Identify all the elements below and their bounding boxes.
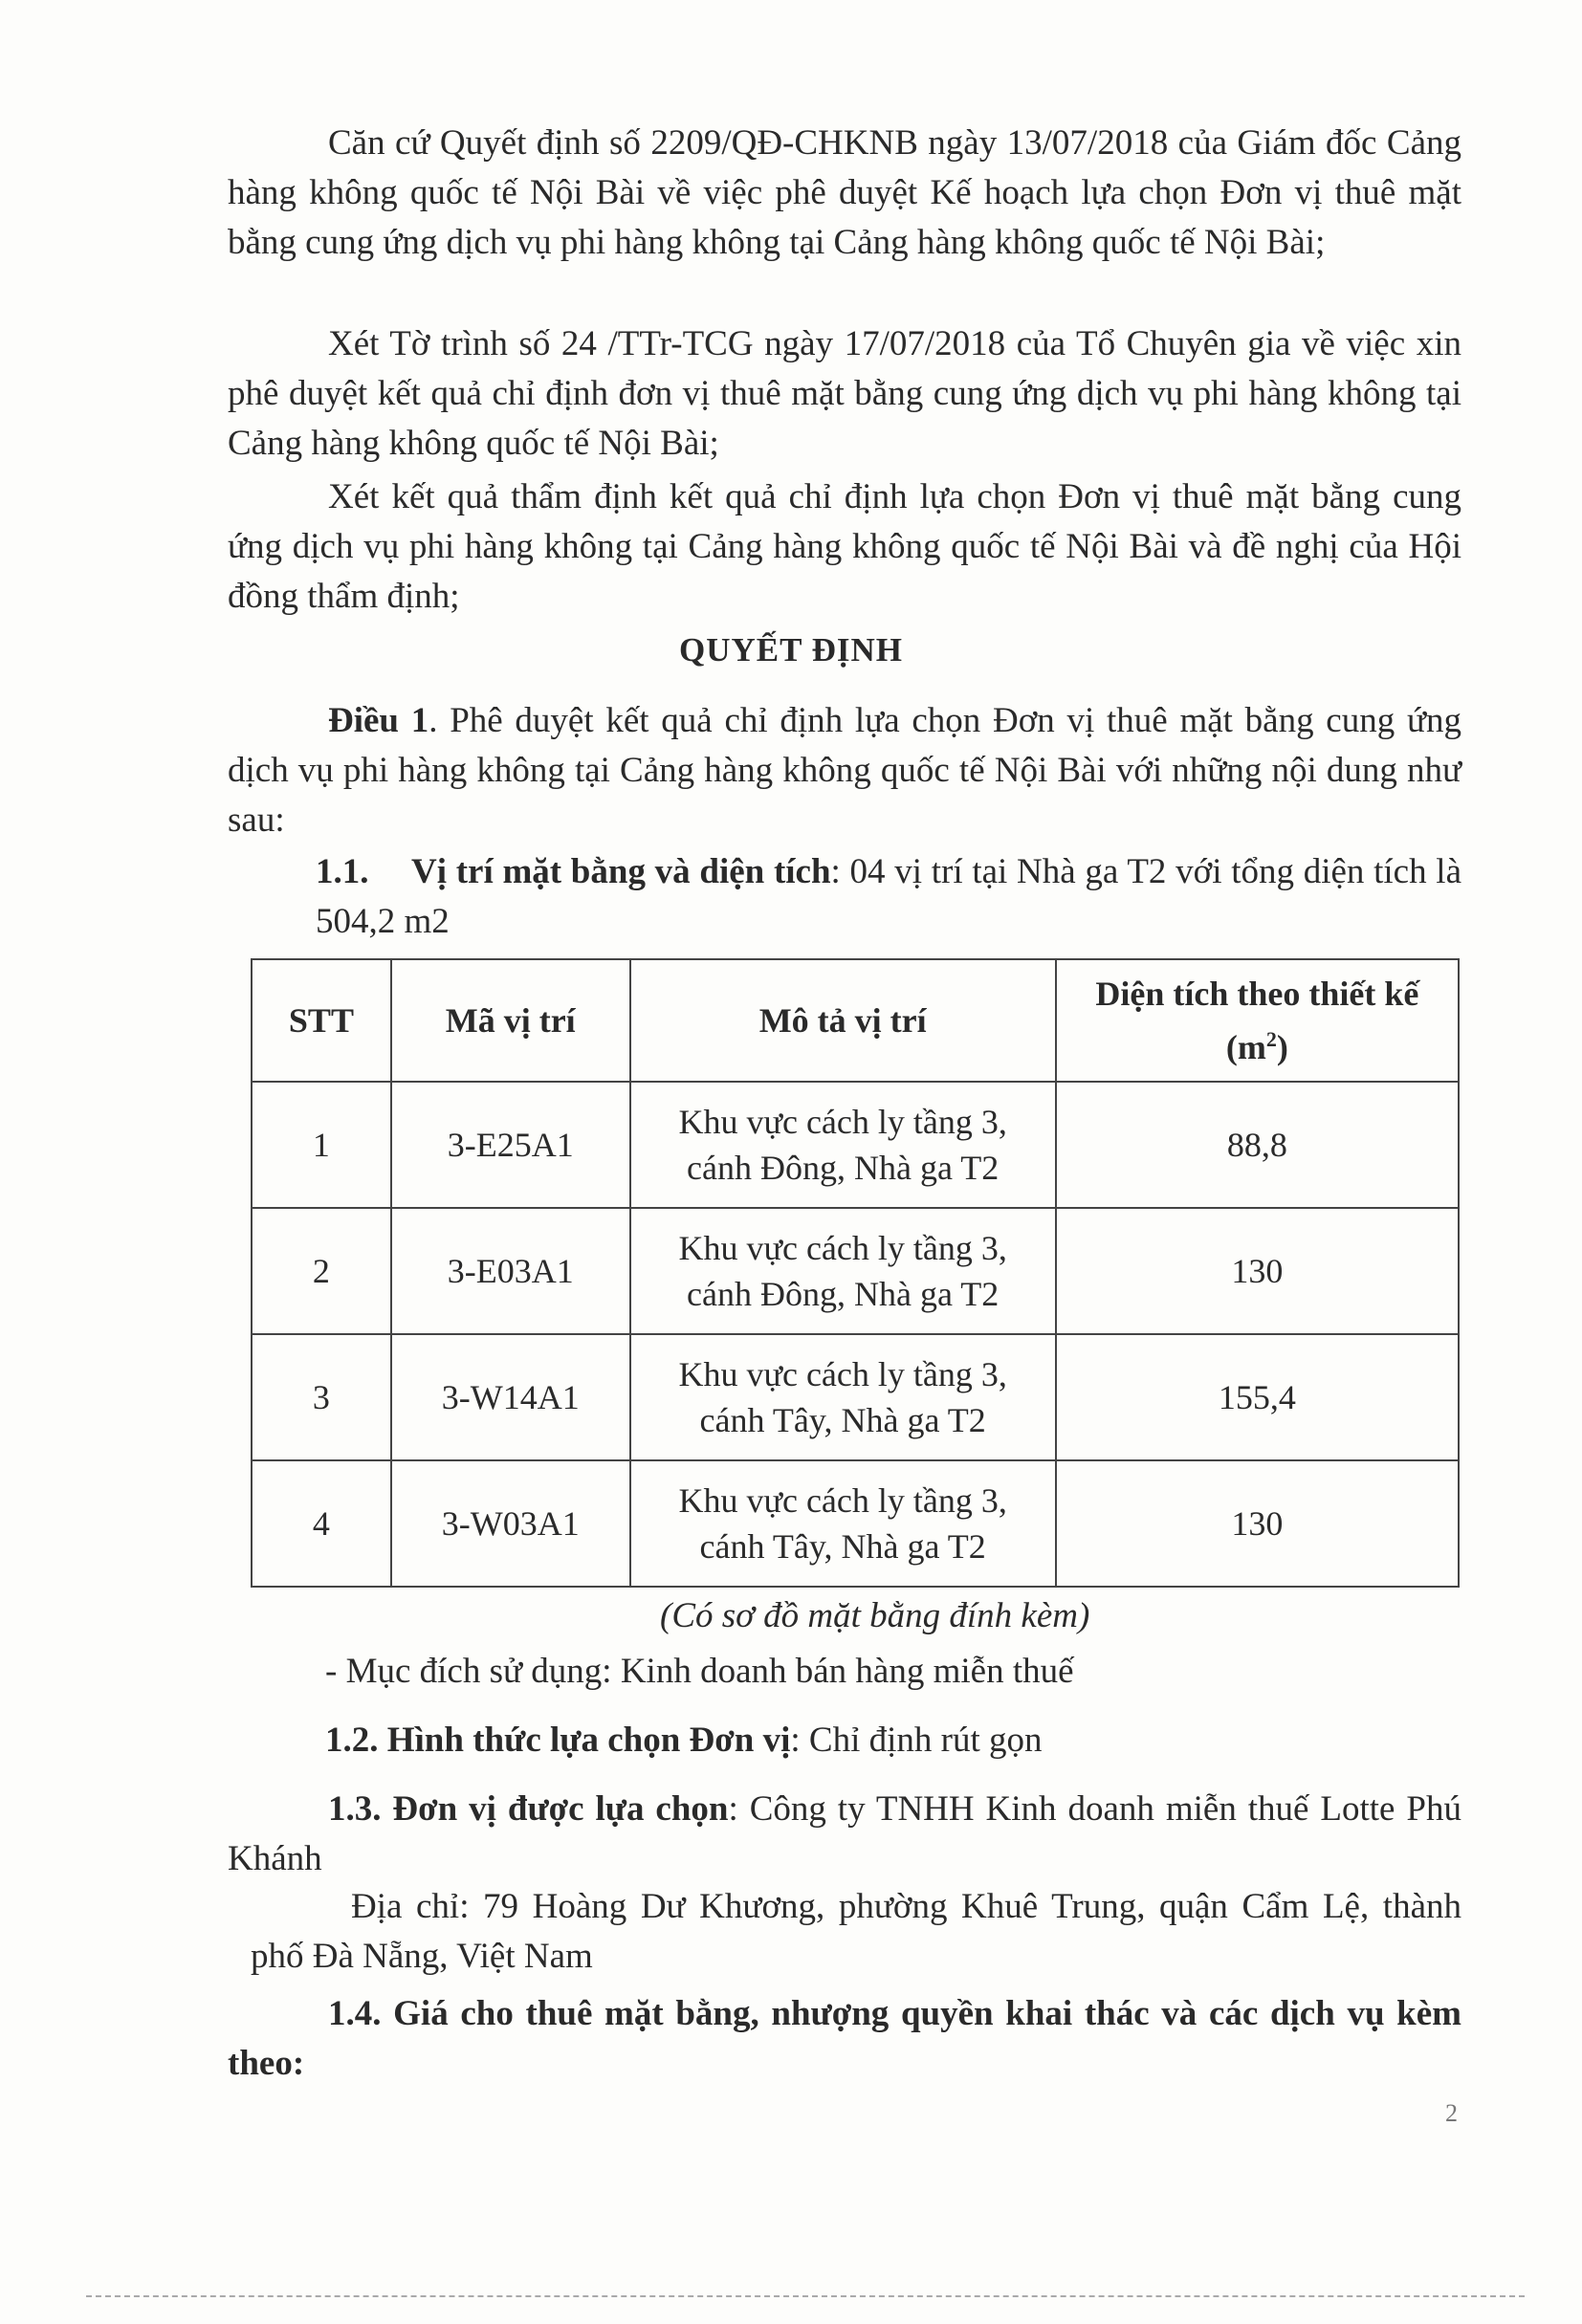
cell-description-line1: Khu vực cách ly tầng 3, — [678, 1103, 1007, 1141]
table-header-row — [252, 959, 1459, 1082]
decision-heading: QUYẾT ĐỊNH — [679, 631, 903, 669]
section-1-1-text: : 04 vị trí tại Nhà ga T2 với tổng diện tích là 504,2 m2 — [316, 852, 1461, 941]
section-1-3-address — [251, 1882, 1461, 1982]
cell-description-line2: cánh Tây, Nhà ga T2 — [699, 1401, 986, 1439]
page-number: 2 — [1445, 2099, 1458, 2127]
table-row — [252, 1082, 1459, 1208]
section-1-1 — [316, 847, 1461, 947]
cell-area: 130 — [1056, 1460, 1459, 1587]
header-code: Mã vị trí — [391, 959, 630, 1082]
paragraph-basis-decision — [228, 119, 1461, 268]
table-caption: (Có sơ đồ mặt bằng đính kèm) — [660, 1596, 1090, 1635]
header-area-close: ) — [1276, 1028, 1288, 1066]
cell-code: 3-E03A1 — [391, 1208, 630, 1334]
section-1-3 — [228, 1785, 1461, 1884]
cell-description-line1: Khu vực cách ly tầng 3, — [678, 1229, 1007, 1267]
cell-area: 88,8 — [1056, 1082, 1459, 1208]
header-stt: STT — [252, 959, 391, 1082]
section-1-2-label: 1.2. Hình thức lựa chọn Đơn vị — [325, 1721, 791, 1760]
cell-stt: 4 — [252, 1460, 391, 1587]
header-area-text: Diện tích theo thiết kế (m — [1095, 975, 1419, 1066]
section-1-2-text: : Chỉ định rút gọn — [790, 1721, 1043, 1760]
cell-description-line1: Khu vực cách ly tầng 3, — [678, 1481, 1007, 1520]
cell-description — [630, 1208, 1056, 1334]
section-1-3-text: : Công ty TNHH Kinh doanh miễn thuế Lotte Phú Khánh — [228, 1789, 1461, 1878]
header-area — [1056, 959, 1459, 1082]
cell-stt: 1 — [252, 1082, 391, 1208]
purpose-line: - Mục đích sử dụng: Kinh doanh bán hàng miễn thuế — [325, 1652, 1074, 1691]
header-description: Mô tả vị trí — [630, 959, 1056, 1082]
cell-stt: 3 — [252, 1334, 391, 1460]
table-row — [252, 1334, 1459, 1460]
cell-code: 3-W03A1 — [391, 1460, 630, 1587]
table-row — [252, 1208, 1459, 1334]
section-1-4 — [228, 1989, 1461, 2089]
cell-area: 155,4 — [1056, 1334, 1459, 1460]
bottom-divider — [86, 2295, 1525, 2297]
section-1-4-label: 1.4. Giá cho thuê mặt bằng, nhượng quyền khai thác và các dịch vụ kèm theo: — [228, 1994, 1461, 2083]
cell-description-line2: cánh Tây, Nhà ga T2 — [699, 1527, 986, 1566]
paragraph-basis-decision-text: Căn cứ Quyết định số 2209/QĐ-CHKNB ngày 13/07/2018 của Giám đốc Cảng hàng không quốc tế Nội Bài về việc phê duyệt Kế hoạch lựa chọn Đơn vị thuê mặt bằng cung ứng dịch vụ phi hàng không tại Cảng hàng không quốc tế Nội Bài; — [228, 123, 1461, 262]
article-1-text: . Phê duyệt kết quả chỉ định lựa chọn Đơn vị thuê mặt bằng cung ứng dịch vụ phi hàng không tại Cảng hàng không quốc tế Nội Bài với những nội dung như sau: — [228, 701, 1462, 840]
article-1-label: Điều 1 — [328, 701, 429, 740]
cell-description — [630, 1082, 1056, 1208]
cell-description-line2: cánh Đông, Nhà ga T2 — [687, 1149, 1000, 1187]
header-area-superscript: 2 — [1265, 1027, 1277, 1051]
paragraph-appraisal — [228, 472, 1461, 622]
location-table — [251, 958, 1460, 1588]
table-row — [252, 1460, 1459, 1587]
article-1 — [228, 696, 1461, 845]
cell-code: 3-E25A1 — [391, 1082, 630, 1208]
cell-description-line1: Khu vực cách ly tầng 3, — [678, 1355, 1007, 1393]
section-1-1-number: 1.1. — [316, 852, 369, 891]
section-1-3-address-text: Địa chỉ: 79 Hoàng Dư Khương, phường Khuê Trung, quận Cẩm Lệ, thành phố Đà Nẵng, Việt Nam — [251, 1887, 1461, 1976]
cell-stt: 2 — [252, 1208, 391, 1334]
section-1-3-label: 1.3. Đơn vị được lựa chọn — [328, 1789, 729, 1829]
paragraph-appraisal-text: Xét kết quả thẩm định kết quả chỉ định lựa chọn Đơn vị thuê mặt bằng cung ứng dịch vụ phi hàng không tại Cảng hàng không quốc tế Nội Bài và đề nghị của Hội đồng thẩm định; — [228, 477, 1461, 616]
cell-description-line2: cánh Đông, Nhà ga T2 — [687, 1275, 1000, 1313]
paragraph-proposal — [228, 319, 1461, 469]
paragraph-proposal-text: Xét Tờ trình số 24 /TTr-TCG ngày 17/07/2018 của Tổ Chuyên gia về việc xin phê duyệt kết quả chỉ định đơn vị thuê mặt bằng cung ứng dịch vụ phi hàng không tại Cảng hàng không quốc tế Nội Bài; — [228, 324, 1461, 463]
section-1-1-label: Vị trí mặt bằng và diện tích — [411, 852, 831, 891]
cell-area: 130 — [1056, 1208, 1459, 1334]
cell-description — [630, 1460, 1056, 1587]
cell-code: 3-W14A1 — [391, 1334, 630, 1460]
cell-description — [630, 1334, 1056, 1460]
section-1-2 — [325, 1716, 1043, 1765]
